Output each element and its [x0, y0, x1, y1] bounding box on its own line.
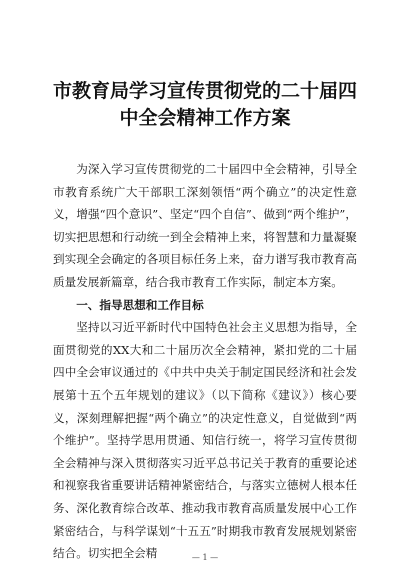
page-number: — 1 —	[191, 553, 219, 562]
document-title: 市教育局学习宣传贯彻党的二十届四中全会精神工作方案	[53, 80, 358, 129]
section-heading-guiding-ideology: 一、指导思想和工作目标	[76, 297, 204, 312]
section-body-guiding-ideology: 坚持以习近平新时代中国特色社会主义思想为指导，全面贯彻党的XX大和二十届历次全会精神，紧扣党的二十届四中全会审议通过的《中共中央关于制定国民经济和社会发展第十五个五年规划的建议》（以下简称《建议》）核心要义，深刻理解把握“两个确立”的决定性意义，自觉做到“两个维护”。坚持学思用贯通、知信行统一，将学习宣传贯彻全会精神与深入贯彻落实习近平总书记关于教育的重要论述和视察我省重要讲话精神紧密结合，与落实立德树人根本任务、深化教育综合改革、推动我市教育高质量发展中心工作紧密结合，与科学谋划“十五五”时期我市教育发展规划紧密结合。切实把全会精	[53, 320, 357, 561]
intro-paragraph: 为深入学习宣传贯彻党的二十届四中全会精神，引导全市教育系统广大干部职工深刻领悟“两个确立”的决定性意义，增强“四个意识”、坚定“四个自信”、做到“两个维护”，切实把思想和行动统一到全会精神上来，将智慧和力量凝聚到实现全会确定的各项目标任务上来，奋力谱写我市教育高质量发展新篇章，结合我市教育工作实际，制定本方案。	[53, 162, 357, 289]
